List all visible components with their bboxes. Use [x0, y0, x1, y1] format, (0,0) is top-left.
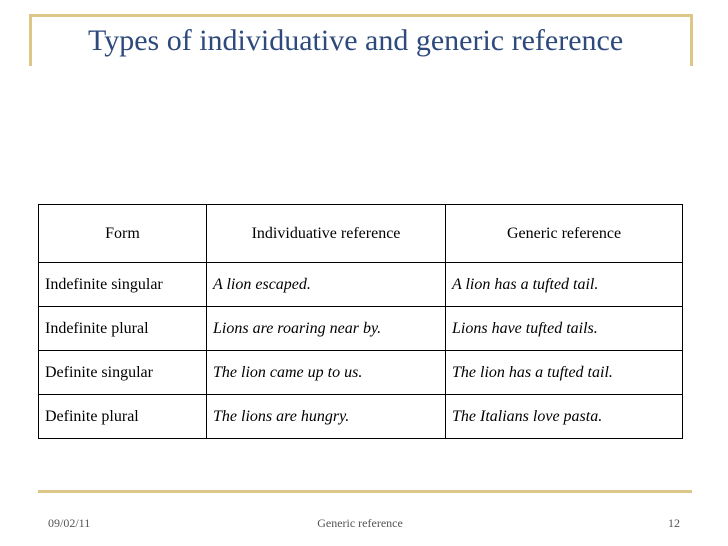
- generic-example: A lion has a tufted tail.: [446, 263, 683, 307]
- form-cell: Indefinite plural: [39, 307, 207, 351]
- footer-divider: [38, 490, 692, 493]
- slide-title: Types of individuative and generic reference: [88, 24, 624, 57]
- generic-example: The Italians love pasta.: [446, 395, 683, 439]
- header-individuative: Individuative reference: [207, 205, 446, 263]
- individuative-example: The lion came up to us.: [207, 351, 446, 395]
- table-row: [39, 395, 683, 439]
- reference-table: [38, 204, 683, 439]
- individuative-example: A lion escaped.: [207, 263, 446, 307]
- table-row: [39, 307, 683, 351]
- header-form: Form: [39, 205, 207, 263]
- page-number: 12: [668, 516, 680, 530]
- left-accent-line: [29, 14, 32, 66]
- right-accent-line: [690, 14, 693, 66]
- footer-date: 09/02/11: [48, 516, 91, 530]
- table-row: [39, 351, 683, 395]
- header-generic: Generic reference: [446, 205, 683, 263]
- top-accent-line: [29, 14, 693, 17]
- generic-example: Lions have tufted tails.: [446, 307, 683, 351]
- table-row: [39, 263, 683, 307]
- form-cell: Definite singular: [39, 351, 207, 395]
- individuative-example: Lions are roaring near by.: [207, 307, 446, 351]
- form-cell: Definite plural: [39, 395, 207, 439]
- form-cell: Indefinite singular: [39, 263, 207, 307]
- individuative-example: The lions are hungry.: [207, 395, 446, 439]
- table-header-row: [39, 205, 683, 263]
- footer-topic: Generic reference: [317, 516, 403, 530]
- generic-example: The lion has a tufted tail.: [446, 351, 683, 395]
